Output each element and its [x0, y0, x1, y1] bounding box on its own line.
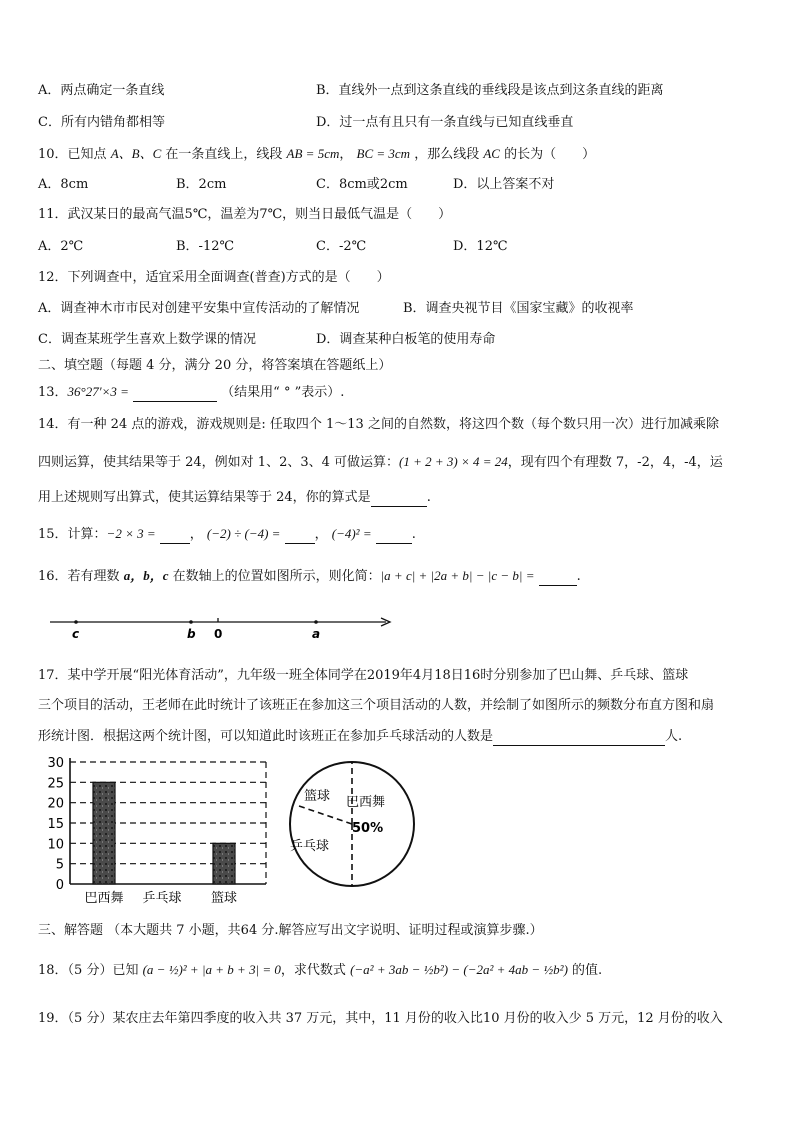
q13-expr: 36°27′×3 = — [67, 384, 129, 399]
q17-line1: 17．某中学开展“阳光体育活动”，九年级一班全体同学在2019年4月18日16时分别参加了巴山舞、乒乓球、篮球 — [38, 668, 689, 683]
q9-option-a: A．两点确定一条直线 — [38, 83, 165, 98]
y-tick-label: 15 — [47, 817, 64, 832]
q17-line3-end: 人. — [665, 729, 683, 744]
q15-sep-1: ， — [189, 527, 203, 542]
q10-points: A、B、C — [110, 146, 162, 161]
q19-text: 19．（5 分）某农庄去年第四季度的收入共 37 万元，其中，11 月份的收入比10 月份的收入少 5 万元，12 月份的收入 — [38, 1011, 723, 1026]
q10-bc: BC = 3cm — [356, 146, 411, 161]
q10-comma: ， — [339, 147, 353, 162]
label-a: a — [312, 627, 321, 641]
q14-line2-tail: ，现有四个有理数 7，-2，4，-4，运 — [507, 455, 723, 470]
q17-line3 — [38, 728, 682, 746]
q13-answer-blank[interactable] — [133, 387, 217, 402]
q14-line2-text: 四则运算，使其结果等于 24，例如对 1、2、3、4 可做运算： — [38, 455, 400, 470]
q14-line1: 14．有一种 24 点的游戏，游戏规则是: 任取四个 1～13 之间的自然数，将这四个数（每个数只用一次）进行加减乘除 — [38, 417, 719, 432]
q10-end: 的长为（ ） — [504, 147, 596, 162]
q11-option-a: A．2℃ — [38, 239, 84, 254]
q15-expr-1: −2 × 3 = — [106, 526, 156, 541]
number-line-figure — [46, 612, 398, 642]
label-b: b — [187, 627, 196, 641]
q15-sep-2: ， — [314, 527, 328, 542]
x-tick-label: 乒乓球 — [142, 891, 182, 906]
q15-expr-3: (−4)² = — [331, 526, 372, 541]
point-b — [189, 620, 193, 624]
q18-expr: (−a² + 3ab − ½b²) − (−2a² + 4ab − ½b²) — [350, 962, 568, 977]
q15-blank-2[interactable] — [285, 529, 315, 544]
q11-option-c: C．-2℃ — [316, 239, 367, 254]
y-tick-label: 5 — [55, 857, 64, 873]
q12-option-a: A．调查神木市市民对创建平安集中宣传活动的了解情况 — [38, 301, 360, 316]
q16-mid: 在数轴上的位置如图所示，则化简： — [168, 569, 381, 584]
label-zero: 0 — [214, 627, 223, 641]
q15 — [38, 525, 416, 544]
pie-label-baxiwu: 巴西舞 — [346, 795, 386, 810]
q10-prefix: 10．已知点 — [38, 147, 107, 162]
q10-mid: 在一条直线上，线段 — [165, 147, 283, 162]
q12-option-d: D．调查某种白板笔的使用寿命 — [316, 332, 496, 347]
q10-option-d: D．以上答案不对 — [453, 177, 555, 192]
q16-expr: |a + c| + |2a + b| − |c − b| = — [380, 568, 535, 583]
q14-line3-end: . — [426, 490, 431, 505]
q16-end: . — [576, 569, 581, 584]
q18-prefix: 18．（5 分）已知 — [38, 963, 139, 978]
q17-answer-blank[interactable] — [493, 731, 665, 746]
frequency-histogram — [44, 754, 274, 908]
q14-line3-text: 用上述规则写出算式，使其运算结果等于 24，你的算式是 — [38, 490, 371, 505]
q18 — [38, 961, 602, 980]
section-3-heading: 三、解答题 （本大题共 7 小题，共64 分.解答应写出文字说明、证明过程或演算步骤.） — [38, 923, 543, 938]
q15-end: . — [411, 527, 416, 542]
q10-ac: AC — [483, 146, 500, 161]
q12-option-b: B．调查央视节目《国家宝藏》的收视率 — [403, 301, 634, 316]
pie-label-basketball: 篮球 — [304, 789, 331, 804]
y-tick-label: 30 — [47, 756, 64, 771]
q16-answer-blank[interactable] — [539, 571, 577, 586]
q9-option-b: B．直线外一点到这条直线的垂线段是该点到这条直线的距离 — [316, 83, 664, 98]
q15-blank-1[interactable] — [160, 529, 190, 544]
q16 — [38, 567, 581, 586]
q15-prefix: 15．计算： — [38, 527, 107, 542]
q10-option-a: A．8cm — [38, 177, 89, 192]
q18-mid: ，求代数式 — [280, 963, 346, 978]
q14-example-expr: (1 + 2 + 3) × 4 = 24 — [399, 454, 508, 469]
y-tick-label: 20 — [47, 796, 64, 812]
q13-prefix: 13． — [38, 385, 68, 400]
q18-given: (a − ½)² + |a + b + 3| = 0 — [142, 962, 281, 977]
pie-percent-label: 50% — [352, 821, 384, 836]
pie-divider-left — [299, 806, 352, 824]
q10-option-c: C．8cm或2cm — [316, 177, 408, 192]
y-tick-label: 25 — [47, 776, 64, 792]
q12-stem: 12．下列调查中，适宜采用全面调查(普查)方式的是（ ） — [38, 270, 390, 285]
bar-3 — [213, 843, 235, 884]
q14-line3 — [38, 489, 431, 507]
q17-line3-text: 形统计图．根据这两个统计图，可以知道此时该班正在参加乒乓球活动的人数是 — [38, 729, 494, 744]
q11-option-d: D．12℃ — [453, 239, 508, 254]
q14-answer-blank[interactable] — [371, 492, 427, 507]
bar-1 — [93, 782, 115, 884]
y-tick-label: 10 — [47, 837, 64, 853]
q15-expr-2: (−2) ÷ (−4) = — [206, 526, 281, 541]
q13 — [38, 383, 344, 402]
q17-line2: 三个项目的活动，王老师在此时统计了该班正在参加这三个项目活动的人数，并绘制了如图所示的频数分布直方图和扇 — [38, 698, 715, 713]
y-tick-label: 0 — [55, 878, 64, 893]
q10-option-b: B．2cm — [176, 177, 227, 192]
q12-option-c: C．调查某班学生喜欢上数学课的情况 — [38, 332, 256, 347]
x-tick-label: 巴西舞 — [84, 891, 124, 906]
q15-blank-3[interactable] — [376, 529, 412, 544]
x-tick-label: 篮球 — [210, 891, 238, 906]
q14-line2 — [38, 453, 723, 472]
point-c — [74, 620, 78, 624]
q10-stem — [38, 145, 595, 164]
q18-end: 的值. — [572, 963, 603, 978]
q10-ab: AB = 5cm — [286, 146, 340, 161]
q9-option-c: C．所有内错角都相等 — [38, 115, 165, 130]
pie-chart — [282, 754, 422, 894]
q16-vars: a，b，c — [123, 568, 169, 583]
label-c: c — [72, 627, 80, 641]
q11-stem: 11．武汉某日的最高气温5℃，温差为7℃，则当日最低气温是（ ） — [38, 207, 452, 222]
section-2-heading: 二、填空题（每题 4 分，满分 20 分，将答案填在答题纸上） — [38, 358, 392, 373]
point-a — [314, 620, 318, 624]
q11-option-b: B．-12℃ — [176, 239, 235, 254]
q16-prefix: 16．若有理数 — [38, 569, 124, 584]
q10-suffix: ，那么线段 — [414, 147, 480, 162]
pie-label-pingpong: 乒乓球 — [290, 839, 330, 854]
q9-option-d: D．过一点有且只有一条直线与已知直线垂直 — [316, 115, 574, 130]
q13-suffix: （结果用“ ° ”表示）. — [221, 385, 345, 400]
